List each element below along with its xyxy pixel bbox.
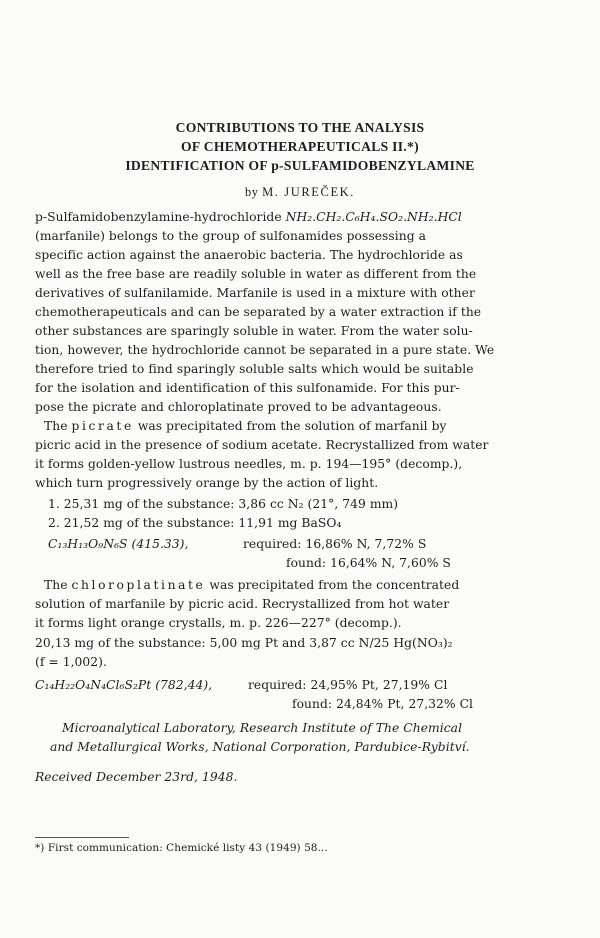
chloroplatinate-term: chloroplatinate (71, 578, 206, 592)
para2-line-3: it forms golden-yellow lustrous needles, m. p. 194—195° (decomp.), (35, 457, 463, 471)
para1-line-1-text: p-Sulfamidobenzylamine-hydrochloride (35, 210, 282, 224)
para1-line-3: specific action against the anaerobic bacteria. The hydrochloride as (35, 248, 463, 262)
para3-line-2: solution of marfanile by picric acid. Recrystallized from hot water (35, 597, 450, 611)
author-prefix: by (244, 185, 259, 199)
footnote-rule (35, 837, 129, 838)
para1-line-7: other substances are sparingly soluble in water. From the water solu- (35, 324, 473, 338)
para3-line-3: it forms light orange crystalls, m. p. 226—227° (decomp.). (35, 616, 402, 630)
para1-line-10: for the isolation and identification of this sulfonamide. For this pur- (35, 381, 460, 395)
para1-line-8: tion, however, the hydrochloride cannot be separated in a pure state. We (35, 343, 495, 357)
title-line-1: CONTRIBUTIONS TO THE ANALYSIS (175, 120, 425, 135)
title-line-3: IDENTIFICATION OF p-SULFAMIDOBENZYLAMINE (125, 158, 475, 173)
marfanile-formula: NH₂.CH₂.C₆H₄.SO₂.NH₂.HCl (285, 210, 462, 224)
analysis1-line-2: 2. 21,52 mg of the substance: 11,91 mg BaSO₄ (48, 516, 342, 530)
picrate-found: found: 16,64% N, 7,60% S (286, 556, 451, 570)
para1-line-9: therefore tried to find sparingly soluble salts which would be suitable (35, 362, 474, 376)
para1-line-4: well as the free base are readily soluble in water as different from the (35, 267, 477, 281)
para2-pre: The (44, 419, 68, 433)
author-name: M. JUREČEK. (262, 185, 356, 199)
picrate-formula: C₁₃H₁₃O₉N₆S (415.33), (48, 537, 189, 551)
para1-line-5: derivatives of sulfanilamide. Marfanile is used in a mixture with other (35, 286, 475, 300)
para3-line-1 (44, 578, 459, 592)
para3-line-5: (f = 1,002). (35, 655, 107, 669)
chloroplatinate-found: found: 24,84% Pt, 27,32% Cl (292, 697, 474, 711)
analysis1-line-1: 1. 25,31 mg of the substance: 3,86 cc N₂ (21°, 749 mm) (48, 497, 399, 511)
author-line (0, 185, 600, 200)
para3-post: was precipitated from the concentrated (209, 578, 460, 592)
para1-line-2: (marfanile) belongs to the group of sulfonamides possessing a (35, 229, 426, 243)
received-date: Received December 23rd, 1948. (35, 770, 238, 784)
para1-line-1 (35, 210, 462, 224)
para2-line-4: which turn progressively orange by the action of light. (35, 476, 379, 490)
title-line-2: OF CHEMOTHERAPEUTICALS II.*) (181, 139, 419, 154)
para1-line-6: chemotherapeuticals and can be separated by a water extraction if the (35, 305, 482, 319)
para2-line-2: picric acid in the presence of sodium acetate. Recrystallized from water (35, 438, 489, 452)
footnote: *) First communication: Chemické listy 43 (1949) 58... (35, 842, 328, 854)
affiliation-line-2: and Metallurgical Works, National Corporation, Pardubice-Rybitví. (50, 740, 470, 754)
chloroplatinate-required: required: 24,95% Pt, 27,19% Cl (248, 678, 448, 692)
chloroplatinate-formula: C₁₄H₂₂O₄N₄Cl₆S₂Pt (782,44), (35, 678, 213, 692)
para2-line-1 (44, 419, 447, 433)
picrate-required: required: 16,86% N, 7,72% S (243, 537, 427, 551)
para3-line-4: 20,13 mg of the substance: 5,00 mg Pt and 3,87 cc N/25 Hg(NO₃)₂ (35, 636, 453, 650)
para3-pre: The (44, 578, 68, 592)
affiliation-line-1: Microanalytical Laboratory, Research Institute of The Chemical (62, 721, 463, 735)
picrate-term: picrate (71, 419, 134, 433)
para2-post: was precipitated from the solution of marfanil by (137, 419, 447, 433)
para1-line-11: pose the picrate and chloroplatinate proved to be advantageous. (35, 400, 442, 414)
